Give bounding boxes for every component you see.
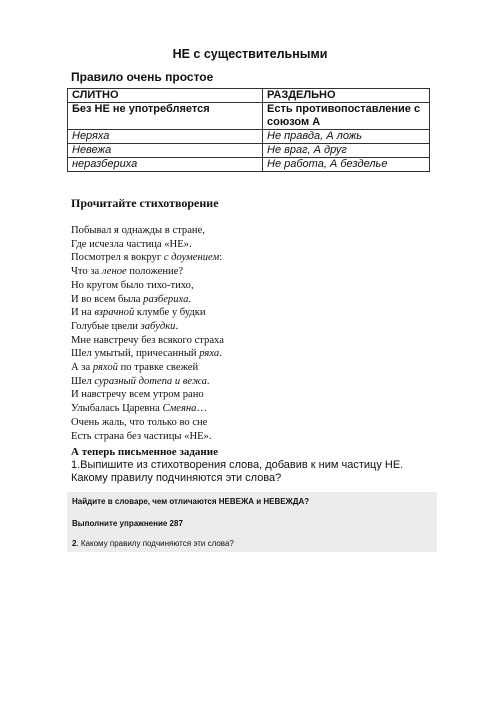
poem-text: положение? [126, 266, 184, 278]
poem-word-italic: ряхой [92, 362, 118, 374]
rule-cell-separate: Есть противопоставление с союзом А [263, 103, 430, 130]
poem-line [71, 334, 224, 348]
poem-text: . [206, 375, 210, 387]
rule-cell-together: Без НЕ не употребляется [68, 103, 263, 130]
dictionary-question: Найдите в словаре, чем отличаются НЕВЕЖА и НЕВЕЖДА? [72, 497, 310, 506]
poem-line [71, 430, 224, 444]
poem-text: И навстречу всем утром рано [71, 389, 204, 401]
poem-text: : [219, 252, 223, 264]
poem-line [71, 402, 224, 416]
table-header-row [68, 89, 430, 103]
poem-text: Но кругом было тихо-тихо, [71, 279, 194, 291]
poem-line [71, 293, 224, 307]
poem-text: И во всем была [71, 293, 144, 305]
poem-line [71, 238, 224, 252]
poem-line [71, 388, 224, 402]
poem-word-italic: разбериха [143, 293, 189, 305]
rule-subtitle: Правило очень простое [71, 70, 214, 84]
rule-table [67, 88, 430, 172]
poem [71, 224, 224, 443]
exercise-instruction: Выполните упражнение 287 [72, 519, 183, 528]
poem-line [71, 224, 224, 238]
table-row [68, 144, 430, 158]
poem-text: Посмотрел я вокруг [71, 252, 164, 264]
poem-text: А за [71, 362, 93, 374]
poem-text: Очень жаль, что только во сне [71, 416, 208, 428]
task-2-number: 2 [72, 539, 77, 548]
task-2 [72, 539, 234, 548]
table-rule-row [68, 103, 430, 130]
poem-text: . [175, 320, 179, 332]
example-cell-together: неразбериха [68, 158, 263, 172]
poem-line [71, 265, 224, 279]
poem-text: Голубые цвели [71, 320, 141, 332]
poem-line [71, 361, 224, 375]
example-cell-together: Неряха [68, 130, 263, 144]
poem-text: клумбе у будки [134, 307, 206, 319]
task-1 [71, 459, 431, 485]
poem-line [71, 279, 224, 293]
example-cell-separate: Не враг, А друг [263, 144, 430, 158]
poem-line [71, 347, 224, 361]
poem-text: Мне навстречу без всякого страха [71, 334, 224, 346]
poem-word-italic: с доумением [163, 252, 220, 264]
poem-text: . [219, 348, 222, 360]
poem-word-italic: суразный дотепа и вежа [94, 375, 207, 387]
poem-line [71, 251, 224, 265]
poem-text: Где исчезла частица «НЕ». [71, 238, 192, 250]
table-row [68, 158, 430, 172]
poem-text: по травке свежей [117, 362, 199, 374]
poem-line [71, 306, 224, 320]
poem-word-italic: взрачной [94, 307, 135, 319]
example-cell-together: Невежа [68, 144, 263, 158]
task-heading: А теперь письменное задание [71, 446, 218, 458]
poem-text: . [188, 293, 192, 305]
poem-text: … [196, 403, 208, 415]
task-1-number: 1 [71, 459, 78, 471]
table-row [68, 130, 430, 144]
poem-line [71, 320, 224, 334]
example-cell-separate: Не правда, А ложь [263, 130, 430, 144]
task-2-text: . Какому правилу подчиняются эти слова? [76, 539, 234, 548]
poem-word-italic: леное [101, 266, 127, 278]
poem-word-italic: ряха [199, 348, 220, 360]
header-cell-together: СЛИТНО [68, 89, 263, 103]
poem-text: И на [71, 307, 95, 319]
poem-text: Есть страна без частицы «НЕ». [71, 430, 212, 442]
poem-line [71, 375, 224, 389]
poem-line [71, 416, 224, 430]
poem-heading: Прочитайте стихотворение [71, 196, 219, 210]
task-1-text: .Выпишите из стихотворения слова, добавив к ним частицу НЕ. Какому правилу подчиняются эти слова? [71, 459, 404, 484]
poem-word-italic: забудки [140, 320, 176, 332]
header-cell-separate: РАЗДЕЛЬНО [263, 89, 430, 103]
poem-text: Шел [71, 375, 95, 387]
poem-text: Шел умытый, причесанный [71, 348, 200, 360]
poem-word-italic: Смеяна [162, 403, 197, 415]
poem-text: Улыбалась Царевна [71, 403, 163, 415]
example-cell-separate: Не работа, А безделье [263, 158, 430, 172]
poem-text: Что за [71, 266, 102, 278]
page-title: НЕ с существительными [172, 47, 328, 61]
poem-text: Побывал я однажды в стране, [71, 225, 205, 236]
